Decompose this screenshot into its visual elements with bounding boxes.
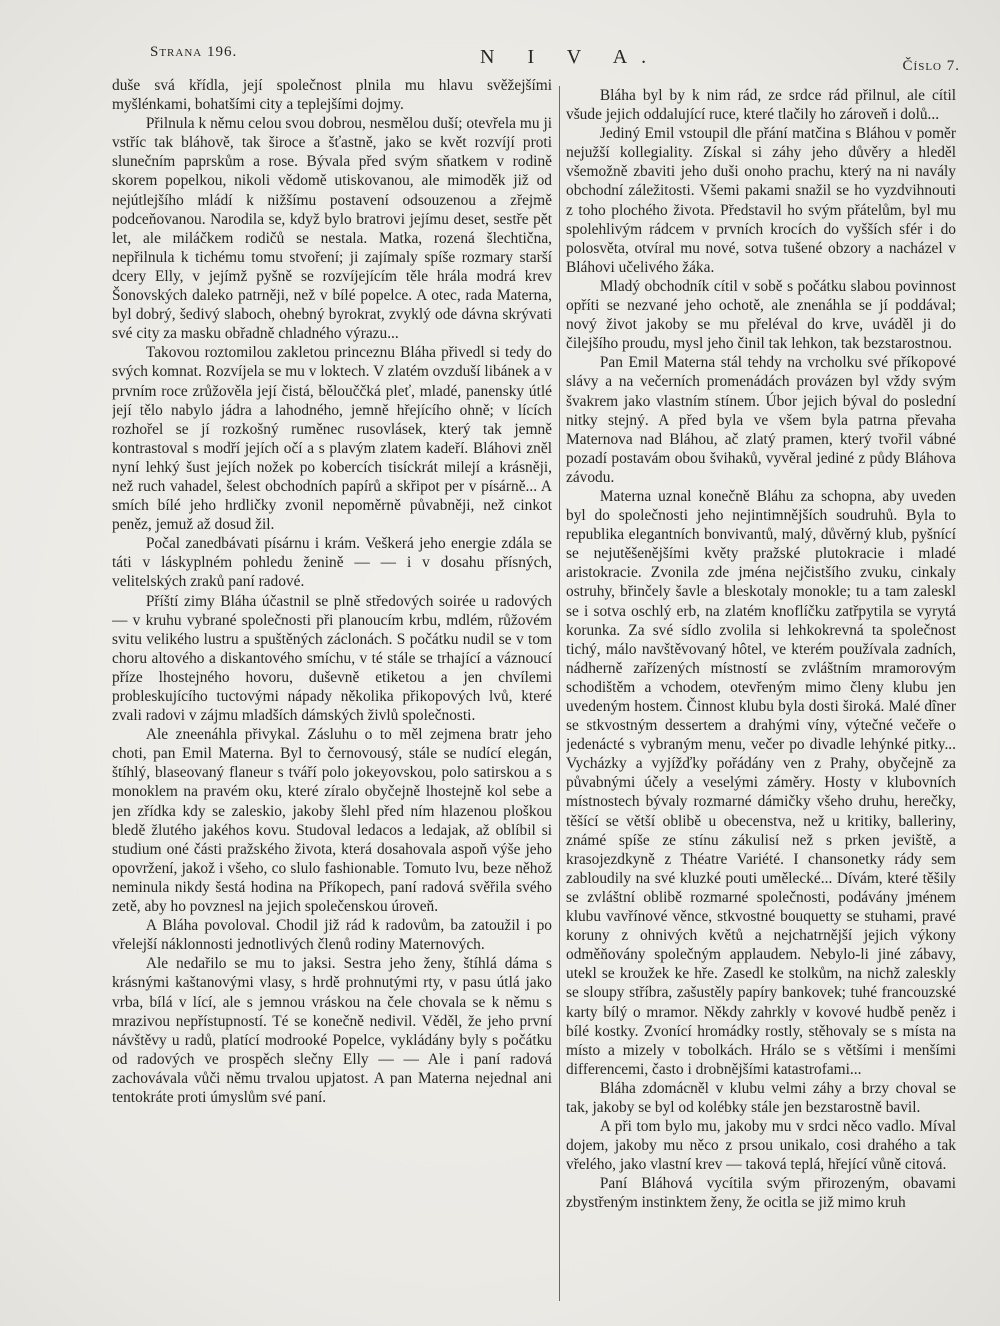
paragraph: Příští zimy Bláha účastnil se plně středových soirée u radových — v kruhu vybrané společnosti při planoucím krbu, mdlém, růžovém svitu velikého lustru a spuštěných záclonách. S počátku nudil se v tom choru altového a diskantového smíchu, v té stále se trhající a váznoucí příze lhostejného hovoru, duševně etiketou a jen chvílemi probleskujícího tuctovými nápady několika přikopových lvů, které zvali radovi v zájmu mladších dámských živlů společnosti. bbox=[112, 592, 552, 725]
paragraph: Jediný Emil vstoupil dle přání matčina s Bláhou v poměr nejužší kollegiality. Získal si záhy jeho důvěry a hleděl všemožně zbaviti jeho duši onoho prachu, který na ni navály obchodní záležitosti. Všemi pakami snažil se ho vyzdvihnouti z toho plochého života. Představil ho svým přátelům, byl mu spolehlivým rádcem v prvních krocích do vyšších sfér i do polosvěta, otvíral mu nové, sotva tušené obzory a nacházel v Bláhovi učelivého žáka. bbox=[566, 125, 956, 276]
paragraph: Počal zanedbávati písárnu i krám. Veškerá jeho energie zdála se táti v láskyplném pohledu ženině — — i v dosahu přísných, velitelských zraků paní radové. bbox=[112, 535, 552, 591]
paragraph: A Bláha povoloval. Chodil již rád k radovům, ba zatoužil i po vřelejší náklonnosti jednotlivých členů rodiny Maternových. bbox=[112, 917, 552, 954]
column-divider bbox=[559, 86, 560, 1301]
paragraph: Mladý obchodník cítil v sobě s počátku slabou povinnost opříti se nezvané jeho ochotě, ale znenáhla se jí poddával; nový život jakoby se mu přeléval do krve, uváděl ji do čilejšího proudu, mysl jeho činil tak lehkon, tak bezstarostnou. bbox=[566, 277, 956, 353]
paragraph: Materna uznal konečně Bláhu za schopna, aby uveden byl do společnosti jeho nejintimnějších soudruhů. Byla to republika elegantních bonvivantů, malý, důvěrný klub, pyšnící se nejutěšenějšími květy pražské plutokracie i mladé aristokracie. Zvonila zde jména nejčistšího zvuku, cinkaly ostruhy, břinčely šavle a bleskotaly monokle; tu a tam zaleskl se i sotva oschlý erb, na zlatém knoflíčku zatřpytila se vyrytá korunka. Za své sídlo zvolila si lehkokrevná ta společnost tichý, málo navštěvovaný hôtel, ve kterém používala zadních, nádherně zařízených místností se zvláštním mramorovým schodištěm a vchodem, otevřeným mimo členy klubu jen uvedeným hostem. Činnost klubu byla dosti široká. Malé dîner se stkvostným dessertem a drahými víny, výtečné večeře o jedenácté s vybraným menu, večer po divadle lehýnké pitky... Vycházky a vyjížďky pořádány ven z Prahy, obyčejně za půvabnými účely a veselými záměry. Hosty v klubovních místnostech bývaly rozmarné dámičky všeho druhu, herečky, těšící se větší oblibě u obecenstva, než u kritiky, balleriny, známé spíše ze stínu zákulisí než s prken jeviště, a krasojezdkyně z Théatre Variété. I chansonetky rády sem zabloudily na své kluzké pouti umělecké... Dívám, které těšily se zvláštní oblibě rozmarné společnosti, podávány jménem klubu vavřínové věnce, stkvostné bouquetty se stuhami, pravé koruny z ohnivých květů a nejchatrnější jejich výkony odměňovány společným applaudem. Nebylo-li jiné zábavy, utekl se kroužek ke hře. Zasedl ke stolkům, na nichž zaleskly se sloupy stříbra, zašustěly papíry bankovek; tuhé francouzské karty bílý o mramor. Někdy zahrkly v kovové hudbě peněz i bílé kostky. Zvonící hromádky rostly, stěhovaly se s místa na místo a mizely v tobolkách. Hrálo se s většími i menšími differencemi, často i drobnějšími katastrofami... bbox=[566, 487, 956, 1078]
issue-number: Číslo 7. bbox=[902, 58, 960, 74]
paragraph: Bláha byl by k nim rád, ze srdce rád přilnul, ale cítil všude jejich oddalující ruce, které tlačily ho zároveň i dolů... bbox=[566, 87, 956, 124]
paragraph: Bláha zdomácněl v klubu velmi záhy a brzy choval se tak, jakoby se byl od kolébky stále jen bezstarostně bavil. bbox=[566, 1079, 956, 1116]
paragraph: Takovou roztomilou zakletou princeznu Bláha přivedl si tedy do svých komnat. Rozvíjela se mu v loktech. V zlatém ovzduší libánek a v prvním roce zrůžověla její čistá, bělouččká pleť, mladé, panensky útlé její tělo nabylo jádra a lahodného, jemně hřejícího ohně; v lících rozhořel se jí rozkošný ruměnec rusovlásek, který tak jemně kontrastoval s modří jejích očí a s plavým zlatem kadeří. Bláhovi zněl nyní lehký šust jejích nožek po kobercích tisíckrát milejí a krásněji, než ruch vahadel, šelest obchodních papírů a skřipot per v písárně... A smích bílé jeho hrdličky zvonil nepoměrně půvabněji, než cinkot peněz, jemuž až dosud žil. bbox=[112, 344, 552, 534]
publication-title: N I V A. bbox=[480, 46, 661, 68]
left-column bbox=[112, 76, 552, 1286]
page-number: Strana 196. bbox=[150, 44, 238, 60]
page-header bbox=[150, 44, 960, 76]
paragraph: Ale nedařilo se mu to jaksi. Sestra jeho ženy, štíhlá dáma s krásnými kaštanovými vlasy, s hrdě prohnutými rty, v pasu útlá jako vrba, bílá v lící, ale s jemnou vráskou na čele chovala se k němu s mrazivou nepřístupností. Té se konečně nedivil. Věděl, že jeho první návštěvy u radů, platící modrooké Popelce, vykládány byly s počátku od radových ve prospěch slečny Elly — — Ale i paní radová zachovávala vůči němu trvalou upjatost. A pan Materna nejednal ani tentokráte proti úmyslům své paní. bbox=[112, 955, 552, 1106]
paragraph: Pan Emil Materna stál tehdy na vrcholku své příkopové slávy a na večerních promenádách provázen byl vždy svým švakrem jako vlastním stínem. Úbor jejich býval do poslední nitky stejný. A před byla ve všem byla patrna převaha Maternova nad Bláhou, ač zlatý pramen, který tvořil vábné pozadí postavám obou švihaků, vyvěral jediné z půdy Bláhova závodu. bbox=[566, 354, 956, 486]
right-column bbox=[566, 86, 956, 1296]
paragraph: duše svá křídla, její společnost plnila mu hlavu svěžejšími myšlénkami, bohatšími city a teplejšími dojmy. bbox=[112, 77, 552, 114]
paragraph: Ale zneenáhla přivykal. Zásluhu o to měl zejmena bratr jeho choti, pan Emil Materna. Byl to černovousý, stále se nudící elegán, štíhlý, blaseovaný flaneur s tváří polo jokeyovskou, polo satirskou a s monoklem na pravém oku, které zíralo obyčejně lhostejně kol sebe a jen zřídka kdy se zaleskio, jakoby šlehl před ním hlazenou ploškou bledě žlutého jakéhos kovu. Studoval ledacos a ledajak, až oblíbil si studium oné části pražského života, která dosahovala aspoň výše jeho opovržení, jakož i všeho, co slulo fashionable. Tomuto lvu, beze něhož neminula nikdy šestá hodina na Příkopech, paní radová svěřila svého zetě, aby ho povznesl na jejich společenskou úroveň. bbox=[112, 726, 552, 916]
paragraph: A při tom bylo mu, jakoby mu v srdci něco vadlo. Míval dojem, jakoby mu něco z prsou unikalo, cosi drahého a tak vřelého, jako vlastní krev — taková teplá, hřející vůně citová. bbox=[566, 1118, 956, 1174]
paragraph: Přilnula k němu celou svou dobrou, nesmělou duší; otevřela mu ji vstříc tak bláhově, tak široce a šťastně, jako se květ rozvíjí proti slunečním paprskům a rose. Bývala před svým sňatkem v rodině skorem popelkou, nikoli vědomě utiskovanou, ale mimoděk již od nejútlejšího mládí k nižšímu postavení odsouzenou a zřejmě podceňovanou. Narodila se, když bylo bratrovi jejímu deset, sestře pět let, ale miláčkem rodičů se nestala. Matka, rozená šlechtična, nepřilnula k tichému tomu stvoření; ji zajímaly spíše rozmary starší dcery Elly, v jejímž pyšně se rozvíjejícím těle hrála modrá krev Šonovských daleko patrněji, než v bílé popelce. A otec, rada Materna, byl dobrý, šedivý slaboch, ohebný byrokrat, zvyklý ode dávna skrývati své city za masku obřadně chladného výrazu... bbox=[112, 115, 552, 343]
paragraph: Paní Bláhová vycítila svým přirozeným, obavami zbystřeným instinktem ženy, že ocitla se již mimo kruh bbox=[566, 1175, 956, 1212]
